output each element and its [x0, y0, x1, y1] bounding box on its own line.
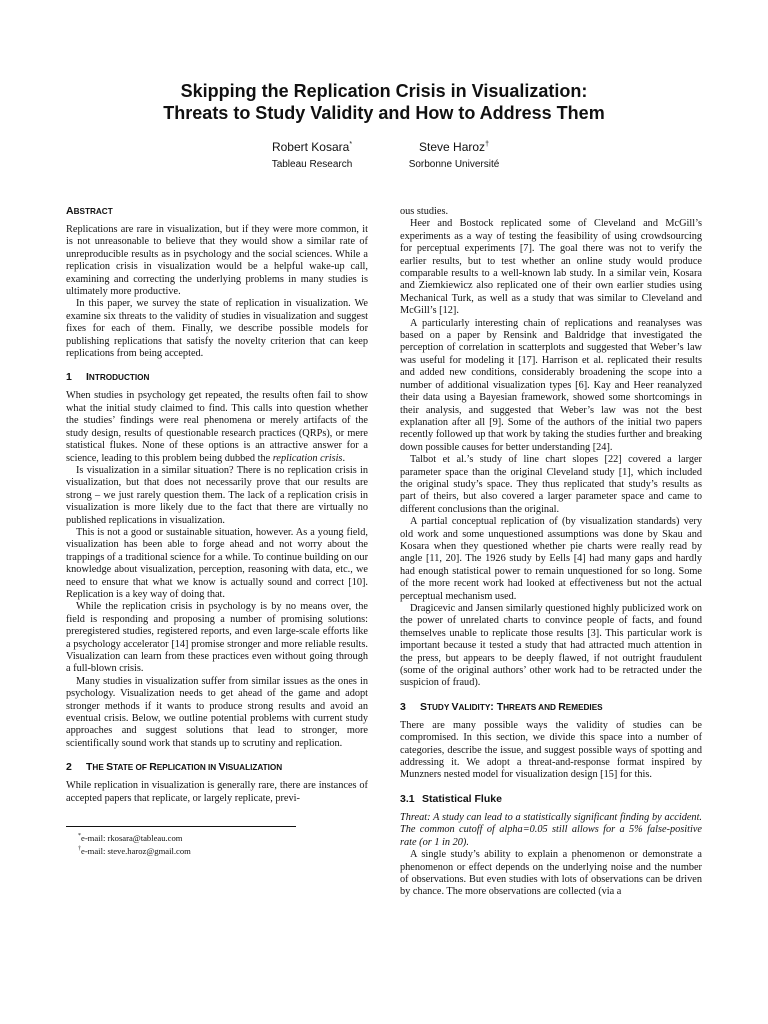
validity-paragraph: There are many possible ways the validity of studies can be compromised. In this section, we divide this space into a number of categories, describe the issue, and suggest possible ways of spotting and addressing it. We adopt a threat-and-response format inspired by Munzners nested model for visualization design [15] for this. [400, 719, 702, 781]
intro-paragraph-5: Many studies in visualization suffer from similar issues as the ones in psychology. Visualization needs to get ahead of the game and adopt stronger methods if it wants to produce strong results and avoid an eventual crisis. Below, we outline potential problems with current study approaches and suggest solutions that lead to stronger, more scientifically sound work that stands up to scrutiny and replication. [66, 675, 368, 749]
paper-title [90, 80, 678, 124]
section-2-heading: 2 THE STATE OF REPLICATION IN VISUALIZATION [66, 761, 283, 774]
abstract-heading: ABSTRACT [66, 205, 113, 217]
intro-paragraph-3: This is not a good or sustainable situation, however. As a young field, visualization has been able to forge ahead and not worry about the trappings of a traditional science for a while. To continue building on our knowledge about visualization, perception, reasoning with data, etc., we need to ensure that what we know is actually sound and correct [10]. Replication is a key way of doing that. [66, 526, 368, 600]
state-paragraph-3: A particularly interesting chain of replications and reanalyses was based on a paper by Rensink and Baldridge that investigated the perception of correlation in scatterplots and suggested that Weber’s law was useful for modeling it [17]. Harrison et al. replicated their results and added new conditions, considerably broadening the scope into a number of additional visualization types [6]. Kay and Heer reanalyzed their data using a Bayesian framework, showed some shortcomings in their analysis, and suggested that Weber’s law was not the best explanation after all [9]. Some of the authors of the initial two papers recently followed up that work by taking the studies further and breaking down possible causes for better understanding [24]. [400, 317, 702, 453]
intro-paragraph-2: Is visualization in a similar situation? There is no replication crisis in visualization, but that does not necessarily prove that our results are strong – we just rarely question them. The lack of a replication crisis in visualization is more likely due to the fact that there are virtually no published replications in visualization. [66, 464, 368, 526]
author-1-affiliation: Tableau Research [271, 159, 353, 170]
author-2-name: Steve Haroz [419, 140, 486, 154]
abstract-paragraph-1: Replications are rare in visualization, but if they were more common, it is not unreasonable to believe that they would show a similar rate of unreproducible results as in psychology and the social sciences. While a replication crisis in visualization would be a helpful wake-up call, examining and correcting the underlying problems in many studies is ultimately more productive. [66, 224, 368, 298]
title-line-1: Skipping the Replication Crisis in Visualization: [180, 81, 588, 101]
author-1-name: Robert Kosara [271, 140, 350, 154]
fluke-paragraph: A single study’s ability to explain a phenomenon or demonstrate a phenomenon or effect depends on the underlying noise and the number of observations. But even studies with lots of observations can be driven by chance. The more observations are collected (via a [400, 849, 702, 898]
title-line-2: Threats to Study Validity and How to Address Them [163, 103, 605, 123]
footnotes [66, 826, 368, 857]
right-column [400, 206, 702, 899]
state-paragraph-5: A partial conceptual replication of (by visualization standards) very old work and some unquestioned assumptions was done by Skau and Kosara when they questioned whether pie charts were really read by angle [11, 20]. The 1926 study by Eells [4] had many gaps and hardly had enough statistical power to remain unquestioned for so long. Some of the more recent work had looked at effectiveness but not the actual perceptual mechanism used. [400, 516, 702, 602]
footnote-1: *e-mail: rkosara@tableau.com [78, 832, 183, 843]
author-2 [344, 137, 564, 172]
author-2-affiliation: Sorbonne Université [408, 159, 500, 170]
intro-paragraph-4: While the replication crisis in psychology is by no means over, the field is responding and proposing a number of promising solutions: preregistered studies, registered reports, and even large-scale efforts like a psychology accelerator [14] promise stronger and more reliable results. Visualization can learn from these practices even without going through a full-blown crisis. [66, 601, 368, 675]
fluke-threat: Threat: A study can lead to a statistically significant finding by accident. The common cutoff of alpha=0.05 still allows for a 5% false-positive rate (or 1 in 20). [400, 811, 702, 848]
state-paragraph-1-end: ous studies. [400, 206, 449, 217]
abstract-paragraph-2: In this paper, we survey the state of replication in visualization. We examine six threats to the validity of studies in visualization and suggest fixes for each of them. Finally, we describe possible models for publishing replications that satisfy the novelty criterion that can keep replications from being accepted. [66, 298, 368, 360]
state-paragraph-1-start: While replication in visualization is generally rare, there are instances of accepted papers that replicate, or largely replicate, previ- [66, 780, 368, 804]
section-3-heading: 3 STUDY VALIDITY: THREATS AND REMEDIES [400, 700, 603, 713]
section-3-1-heading: 3.1 Statistical Fluke [400, 792, 502, 805]
section-1-heading: 1 INTRODUCTION [66, 371, 150, 384]
footnote-2: †e-mail: steve.haroz@gmail.com [78, 845, 191, 856]
footnote-rule [66, 826, 296, 827]
author-1-mark: * [349, 141, 353, 148]
author-2-mark: † [485, 141, 489, 148]
intro-paragraph-1: When studies in psychology get repeated, the results often fail to show what the initial study claimed to find. This calls into question whether the studies’ findings were real phenomena or merely artifacts of the study design, results of questionable research practices (QRPs), or mere statistical flukes. None of these options is an attractive answer for a science, leading to this problem being dubbed the replication crisis. [66, 390, 368, 464]
state-paragraph-4: Talbot et al.’s study of line chart slopes [22] covered a larger parameter space than the original Cleveland study [1], which included the original study’s space. They thus replicated that study’s results as part of theirs, but also covered a larger parameter space and came to different conclusions than the original. [400, 454, 702, 515]
left-column [66, 205, 368, 805]
state-paragraph-6: Dragicevic and Jansen similarly questioned highly publicized work on the power of unrelated charts to convince people of facts, and found themselves unable to replicate those results [3]. This particular work is important because it tested a study that had attracted much attention in the press, but appears to be deeply flawed, if not outright fraudulent (some of the original authors’ other work had to be retracted under the suspicion of fraud). [400, 603, 702, 689]
state-paragraph-2: Heer and Bostock replicated some of Cleveland and McGill’s experiments as a way of testing the feasibility of using crowdsourcing for perceptual experiments [7]. The goal there was not to verify the earlier results, but to test whether an online study would produce comparable results to a well-known lab study. In a similar vein, Kosara and Ziemkiewicz also replicated one of their own earlier studies using Mechanical Turk, as well as a study that was similar to Cleveland and McGill’s [12]. [400, 218, 702, 317]
